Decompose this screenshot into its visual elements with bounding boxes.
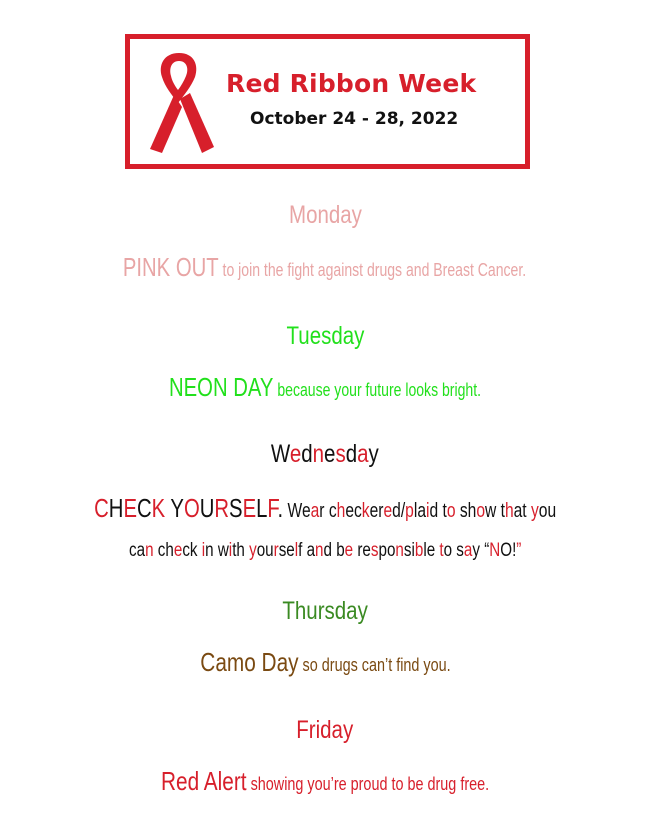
wednesday-line-2 — [0, 540, 650, 562]
friday-heading: Friday — [296, 716, 354, 744]
tuesday-heading: Tuesday — [286, 322, 364, 350]
tuesday-description — [0, 372, 650, 403]
banner-title: Red Ribbon Week — [226, 69, 477, 98]
event-banner — [125, 34, 530, 169]
red-ribbon-icon — [144, 49, 214, 157]
tuesday-text: because your future looks bright. — [273, 380, 482, 400]
thursday-heading: Thursday — [282, 597, 368, 625]
friday-description — [0, 766, 650, 797]
monday-text: to join the fight against drugs and Breast Cancer. — [219, 260, 527, 280]
wednesday-line-1 — [0, 493, 650, 524]
tuesday-highlight: NEON DAY — [168, 372, 274, 402]
wednesday-heading — [0, 440, 650, 469]
wednesday-text-line-1: CHECK YOURSELF. Wear checkered/plaid to show that you — [93, 493, 556, 523]
monday-description — [0, 252, 650, 283]
thursday-highlight: Camo Day — [199, 647, 299, 677]
wednesday-text-line-2: can check in with yourself and be responsible to say “NO!” — [128, 540, 522, 561]
thursday-text: so drugs can’t find you. — [298, 655, 451, 675]
monday-highlight: PINK OUT — [123, 252, 220, 282]
friday-text: showing you’re proud to be drug free. — [246, 774, 490, 794]
monday-heading: Monday — [288, 201, 362, 229]
banner-dates: October 24 - 28, 2022 — [250, 109, 459, 129]
wednesday-title: Wednesday — [271, 440, 379, 468]
friday-highlight: Red Alert — [160, 766, 247, 796]
thursday-description — [0, 647, 650, 678]
